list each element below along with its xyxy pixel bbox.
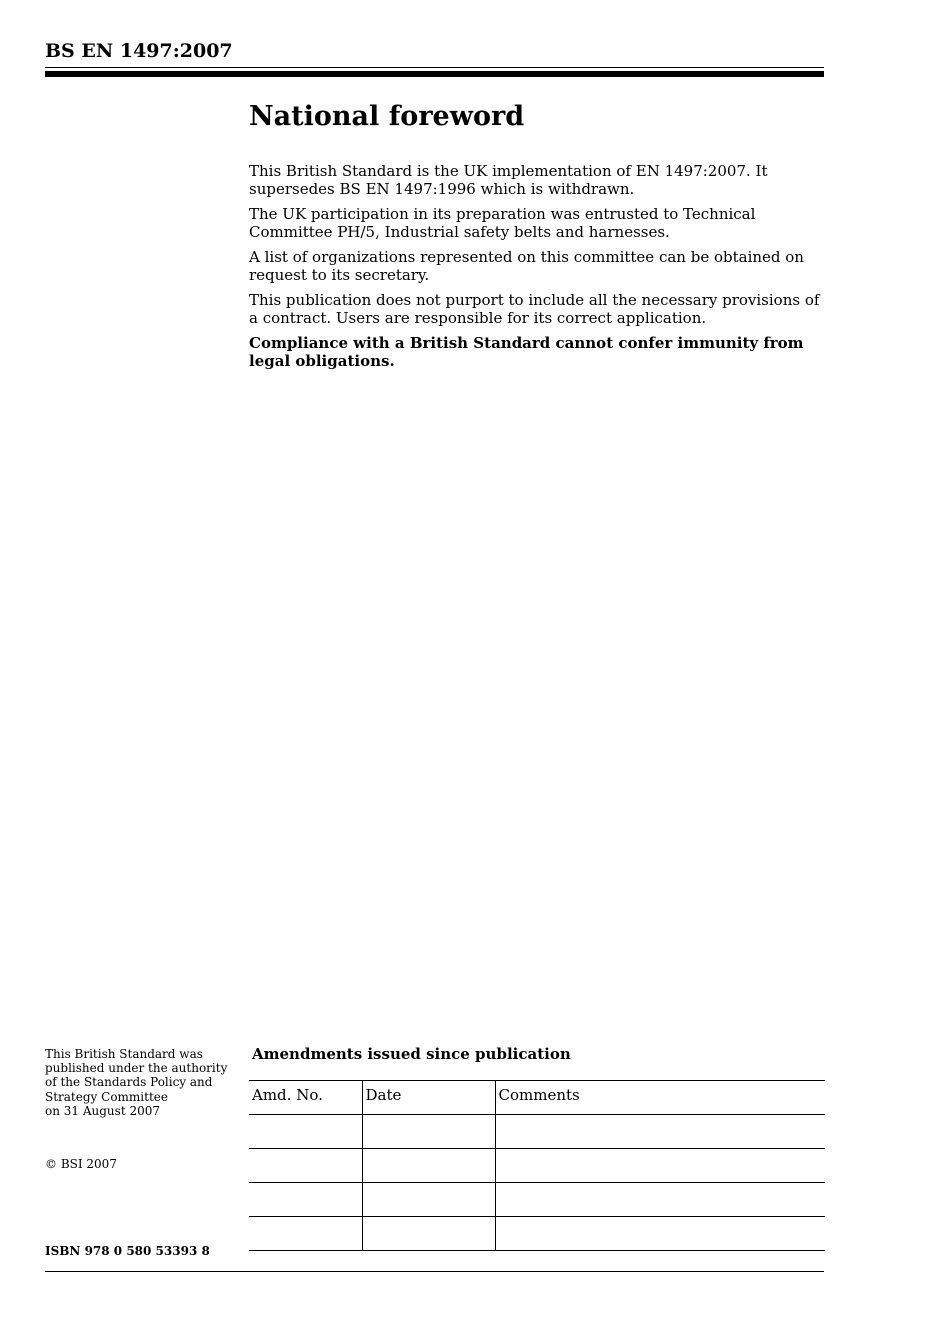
publication-note-line: of the Standards Policy and — [45, 1075, 213, 1090]
column-header-comments: Comments — [495, 1081, 825, 1115]
copyright-notice: © BSI 2007 — [45, 1157, 117, 1171]
isbn-number: ISBN 978 0 580 53393 8 — [45, 1244, 210, 1258]
table-cell — [362, 1217, 495, 1251]
table-cell — [362, 1183, 495, 1217]
table-header-row — [249, 1081, 825, 1115]
table-cell — [495, 1115, 825, 1149]
compliance-note: Compliance with a British Standard cannot confer immunity from legal obligations. — [249, 334, 804, 370]
table-cell — [362, 1115, 495, 1149]
foreword-paragraph: A list of organizations represented on this committee can be obtained on request to its secretary. — [249, 248, 804, 284]
table-cell — [249, 1115, 362, 1149]
publication-note-line: on 31 August 2007 — [45, 1103, 160, 1118]
publication-note-line: This British Standard was — [45, 1047, 203, 1061]
table-cell — [249, 1183, 362, 1217]
foreword-body — [249, 163, 829, 378]
table-cell — [495, 1217, 825, 1251]
footer-rule — [45, 1271, 824, 1272]
document-id: BS EN 1497:2007 — [45, 40, 233, 62]
amendments-table — [249, 1080, 825, 1251]
page-title: National foreword — [249, 101, 525, 132]
publication-note-line: published under the authority — [45, 1061, 228, 1076]
foreword-paragraph: The UK participation in its preparation was entrusted to Technical Committee PH/5, Industrial safety belts and harnesses. — [249, 205, 756, 241]
publication-note — [45, 1047, 235, 1118]
header-thick-rule — [45, 71, 824, 77]
publication-note-line: Strategy Committee — [45, 1089, 168, 1104]
table-row — [249, 1115, 825, 1149]
table-row — [249, 1183, 825, 1217]
foreword-paragraph: This British Standard is the UK implementation of EN 1497:2007. It supersedes BS EN 1497:1996 which is withdrawn. — [249, 162, 768, 198]
column-header-amd-no: Amd. No. — [249, 1081, 362, 1115]
table-row — [249, 1217, 825, 1251]
table-cell — [362, 1149, 495, 1183]
table-row — [249, 1149, 825, 1183]
header-thin-rule — [45, 67, 824, 68]
foreword-paragraph: This publication does not purport to include all the necessary provisions of a contract. Users are responsible for its correct application. — [249, 291, 820, 327]
table-cell — [495, 1183, 825, 1217]
table-cell — [249, 1149, 362, 1183]
table-cell — [249, 1217, 362, 1251]
amendments-heading: Amendments issued since publication — [252, 1045, 571, 1063]
table-cell — [495, 1149, 825, 1183]
column-header-date: Date — [362, 1081, 495, 1115]
